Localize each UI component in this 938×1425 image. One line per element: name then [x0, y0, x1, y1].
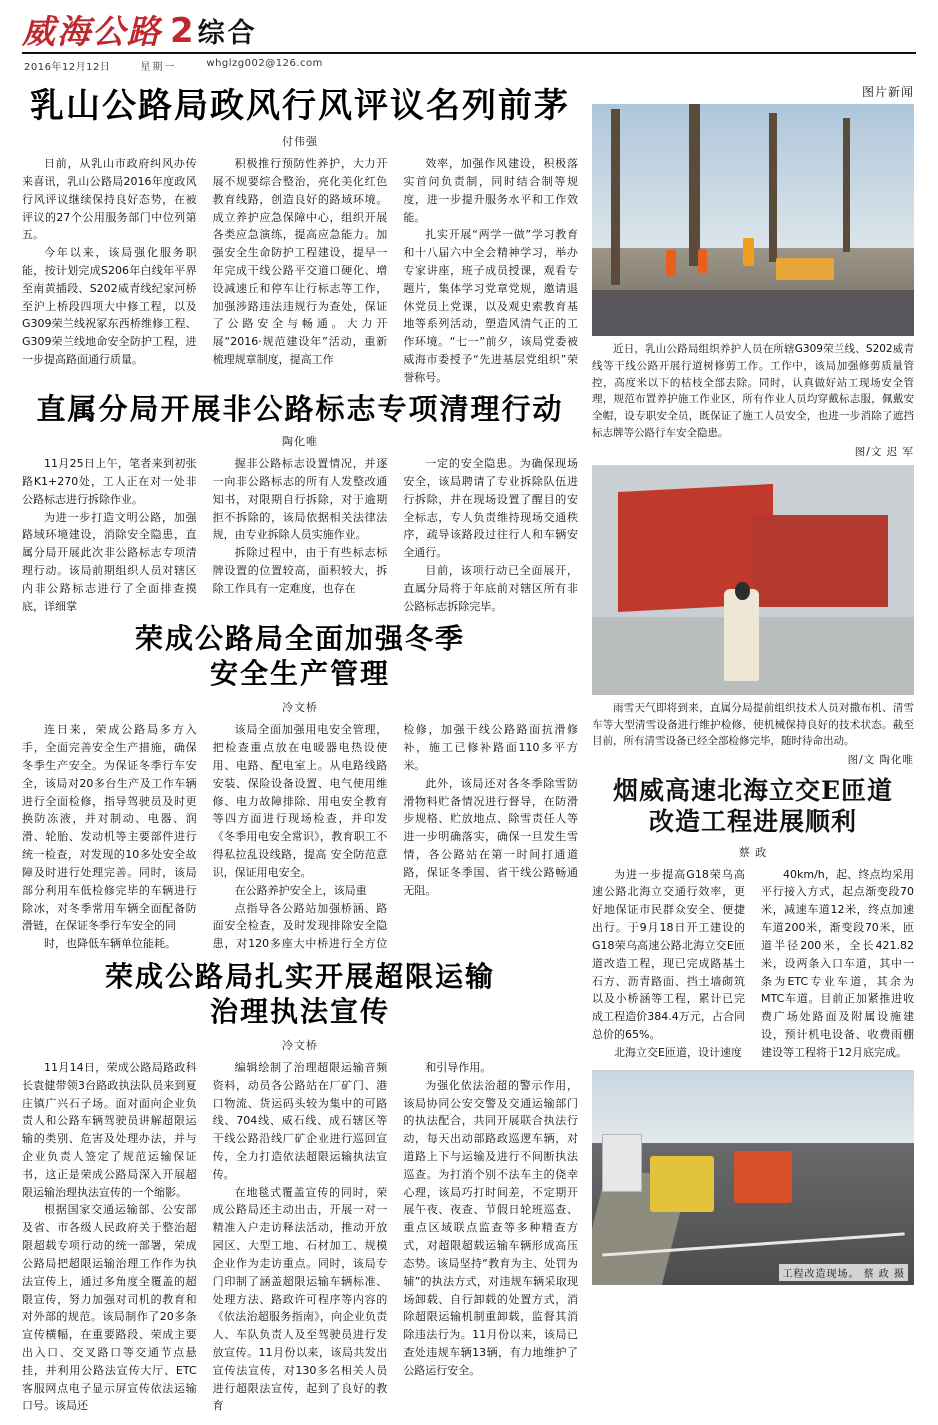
sky-region [592, 104, 914, 248]
article-body [22, 1059, 578, 1415]
paragraph: 为进一步提高G18荣乌高速公路北海立交通行效率，更好地保证市民群众安全、便捷出行。于9月18日开工建设的G18荣乌高速公路北海立交E匝道改造工程，现已完成路基土石方、沥青路面、挡土墙砌筑以及小桥涵等工程，累计已完成工程造价384.4万元，占合同总价的65%。 [592, 867, 745, 1041]
right-column [592, 81, 914, 1415]
site-cabin [602, 1134, 643, 1192]
photo-credit: 图/文 陶化唯 [847, 754, 914, 767]
photo-caption: 近日，乳山公路局组织养护人员在所辖G309荣兰线、S202威青线等干线公路开展行道树修剪工作。工作中，该局加强修剪质量管控，高度米以下的枯枝全部去除。同时，认真做好站工现场安全管理，规范布置养护施工作业区，所有作业人员均穿戴标志服，佩戴安全帽，设专职安全员，既保证了施工人员安全，也进一步消除了遮挡标志牌等公路行车安全隐患。 [592, 343, 914, 439]
paragraph: 此外，该局还对各冬季除雪防滑物料贮备情况进行督导，在防滑步规格、贮放地点、除雪责任人等进一步明确落实，确保一旦发生雪情，各公路站在第一时间打通道路，保证冬季国、省干线公路畅通无阻。 [403, 776, 578, 897]
byline: 冷文桥 [282, 1038, 318, 1052]
worker-figure [724, 589, 759, 681]
photo-construction-site [592, 1070, 914, 1285]
article-zhishu-fenju [22, 393, 578, 616]
paragraph: 连日来，荣成公路局多方入手，全面完善安全生产措施，确保冬季生产安全。为保证冬季行车安全，该局对20多台生产及工作车辆进行全面检修，指导驾驶员及时更换防冻液，并对制动、电器、润滑、轮胎、发动机等主要部件进行统一检查，对发现的10多处安全故障及时进行处理完善。同时，该局部分利用车低检修完毕的车辆进行除冰，对冬季常用车辆全面配备防滑链，在保证冬季行车安全的同 [22, 723, 197, 933]
article-headline [592, 775, 914, 838]
masthead-weekday: 星期一 [140, 62, 177, 73]
paragraph: 该局全面加强用电安全管理，把检查重点放在电暖器电热设使用、电路、配电室上。从电路线路安装、保险设备设置、电气使用维修、电力故障排除、用电安全教育等四方面进行现场检查，并印发《冬季用电安全常识》，教育职工不得私拉乱设线路，提高 安全防范意识，保证用电安全。 [212, 723, 388, 879]
road-roller-icon [650, 1156, 714, 1212]
paragraph: 北海立交E匝道，设计速度 [614, 1045, 742, 1059]
paragraph: 根据国家交通运输部、公安部及省、市各级人民政府关于整治超限超载专项行动的统一部署，荣成公路局把超限运输治理工作作为执法宣传上，通过多角度全覆盖的超限宣传，努力加强对司机的教育和对外部的规范。该局制作了20多条宣传横幅，在重要路段、荣成主要出入口、交叉路口等交通节点悬挂，并利用公路法宣传大厅、ETC客服网点电子显示屏宣传依法运输口号。该局还 [22, 1203, 197, 1413]
article-headline [22, 959, 578, 1029]
headline-line-2: 治理执法宣传 [209, 994, 390, 1028]
road-region [592, 290, 914, 336]
masthead-page-number: 2 [170, 11, 194, 51]
byline: 付伟强 [282, 135, 318, 149]
masthead [22, 11, 916, 54]
photo-tree-pruning [592, 104, 914, 336]
spreader-hopper-secondary [753, 515, 888, 607]
photo-caption: 雨雪天气即将到来，直属分局提前组织技术人员对撒布机、清雪车等大型清雪设备进行维护检修，使机械保持良好的技术状态。截至目前，所有清雪设备已经全部检修完毕，随时待命出动。 [592, 701, 914, 748]
article-body [22, 721, 578, 953]
article-body [22, 455, 578, 615]
paragraph: 效率，加强作风建设，积极落实首问负责制，同时结合制等规度，进一步提升服务水平和工作效能。 [403, 157, 578, 224]
headline-line-1: 荣成公路局扎实开展超限运输 [104, 959, 495, 993]
left-column [22, 81, 578, 1415]
paragraph: 在地毯式覆盖宣传的同时，荣成公路局还主动出击，开展一对一精准入户走访释法活动，推动开放园区、大型工地、石材加工、规模企业作为走访重点。同时，该局专门印制了涵盖超限运输车辆标准、处理方法、路政许可程序等内容的《依法治超服务指南》，向企业负责人、车队负责人及至驾驶员进行发放宣传。11月份以来，该局共发出宣传法宣传，对130多名相关人员进行超限法宣传，起到了良好的教育 [212, 1185, 388, 1413]
paragraph: 为强化依法治超的警示作用，该局协同公安交警及交通运输部门的执法配合，共同开展联合执法行动，每天出动部路政巡逻车辆，对道路上下与运输及进行不间断执法巡查。为打消个别不法车主的侥幸心理，该局巧打时间差，不定期开展午夜、夜查、节假日轮班巡查、重点区域联点监查等多种精查方式，对超限超载运输车辆形成高压态势。该局坚持“教育为主、处罚为辅”的执法方式，对违规车辆采取现场卸载、自行卸载的处置方式，消除超限运输机制重卸载，监督其消除违法行为。11月份以来，该局已查处违规车辆13辆，有力地维护了公路运行安全。 [403, 1078, 578, 1377]
masthead-email: whglzg002@126.com [206, 58, 323, 69]
paragraph: 11月14日，荣成公路局路政科长袁健带领3台路政执法队员来到夏庄镇广兴石子场。面对面向企业负责人和公路车辆驾驶员讲解超限运输的类别、危害及处理办法，并与企业负责人签定了规范运输保证书，这正是荣成公路局深入开展超限运输治理执法宣传的一个缩影。 [22, 1060, 197, 1199]
article-headline [22, 621, 578, 691]
sky-region [592, 1070, 914, 1143]
masthead-logo: 威海公路 [22, 12, 162, 51]
photo-credit: 工程改造现场。 蔡 政 摄 [779, 1264, 908, 1281]
article-headline: 直属分局开展非公路标志专项清理行动 [36, 391, 564, 426]
worker-figure [698, 249, 707, 273]
tree-icon [843, 118, 850, 253]
article-rongcheng-winter-safety [22, 621, 578, 953]
article-yanwei-interchange [592, 775, 914, 1061]
paragraph: 积极推行预防性养护，大力开展不规要综合整治，亮化美化红色教育线路，创造良好的路域环境。成立养护应急保障中心，组织开展各类应急演练，提高应急能力。加强安全生命防护工程建设，提早一年完成干线公路平交道口硬化、增设减速丘和停车让行标志等工作，加强涉路违法违规行为查处，保证了公路安全与畅通。大力开展“2016·规范建设年”活动，重新梳理规章制度，提高工作 [212, 157, 388, 367]
photo-snow-equipment [592, 465, 914, 695]
paragraph: 拆除过程中，由于有些标志标牌设置的位置较高，面积较大，拆除工作具有一定难度，也存在 [212, 546, 388, 595]
article-rongcheng-overload [22, 959, 578, 1415]
masthead-section: 综合 [197, 18, 258, 49]
headline-line-1: 烟威高速北海立交E匝道 [612, 776, 894, 806]
headline-line-2: 改造工程进展顺利 [648, 807, 857, 837]
tree-icon [689, 104, 700, 266]
headline-line-1: 荣成公路局全面加强冬季 [134, 622, 465, 656]
tree-icon [769, 113, 777, 261]
paragraph: 扎实开展“两学一做”学习教育和十八届六中全会精神学习，举办专家讲座，班子成员授课，观看专题片，集体学习党章党规，邀请退休党员上党课，以及观史索教育基地等系列活动，塑造风清气正的工作环境。“七一”前夕，该局党委被威海市委授予“先进基层党组织”荣誉称号。 [403, 228, 578, 384]
worker-head [735, 582, 749, 600]
byline: 冷文桥 [282, 701, 318, 715]
paragraph: 在公路养护安全上，该局重 [234, 883, 367, 897]
page-title: 乳山公路局政风行风评议名列前茅 [30, 86, 570, 126]
truck-icon [776, 258, 834, 280]
headline-line-2: 安全生产管理 [209, 657, 390, 691]
paragraph: 编辑绘制了治理超限运输音频资料，动员各公路站在厂矿门、港口物流、货运码头较为集中的可路线、704线、威石线、成石辖区等干线公路沿线厂矿企业进行巡回宣传，全力打造依法超限运输执法宣传。 [212, 1060, 388, 1181]
article-body [592, 866, 914, 1062]
byline: 蔡 政 [738, 845, 768, 859]
paragraph: 点指导各公路站加强桥涵、路面安全检查，及时发现排除安全隐患，对120多座大中桥进行全方位检修，加强干线公路路面抗滑修补，施工已修补路面110多平方米。 [212, 723, 578, 951]
article-rushan-pingyi [22, 87, 578, 387]
worker-figure [666, 250, 676, 276]
page-content [22, 81, 916, 1415]
tree-icon [611, 109, 620, 285]
paver-icon [734, 1151, 792, 1203]
paragraph: 今年以来，该局强化服务职能，按计划完成S206年白线年平界至南黄插段、S202威青线纪家河桥至沪上桥段四项大中修工程，以及G309荣兰线祝冢东西桥维修工程、G309荣兰线地命安全防护工程，进一步提高路面通行质量。 [22, 246, 197, 367]
photo-credit: 图/文 迟 军 [854, 445, 914, 458]
worker-figure [743, 238, 754, 266]
masthead-meta [22, 54, 916, 73]
photo-news-label: 图片新闻 [861, 85, 914, 99]
paragraph: 握非公路标志设置情况，并逐一向非公路标志的所有人发整改通知书，对限期自行拆除，对于逾期拒不拆除的，该局依据相关法律法规，由专业拆除人员实施作业。 [212, 457, 388, 542]
paragraph: 日前，从乳山市政府纠风办传来喜讯，乳山公路局2016年度政风行风评议继续保持良好态势，在被评议的27个公用服务部门中位列第五。 [22, 157, 197, 242]
masthead-date: 2016年12月12日 [24, 62, 111, 73]
byline: 陶化唯 [282, 435, 318, 449]
paragraph: 40km/h，起、终点均采用平行接入方式，起点渐变段70米，减速车道12米，终点加速车道200米，渐变段70米，匝道半径200米，全长421.82米，设两条入口车道，其中一条为ETC专业车道，其余为MTC车道。目前正加紧推进收费广场处路面及附属设施建设，预计机电设备、收费雨棚建设等工程将于12月底完成。 [761, 867, 914, 1059]
paragraph: 时，也降低车辆单位能耗。 [44, 937, 176, 951]
paragraph: 目前，该项行动已全面展开，直属分局将于年底前对辖区所有非公路标志拆除完毕。 [403, 563, 578, 613]
paragraph: 11月25日上午，笔者来到初张路K1+270处，工人正在对一处非公路标志进行拆除作业。 [22, 457, 197, 506]
paragraph: 为进一步打造文明公路，加强路域环境建设，消除安全隐患，直属分局开展此次非公路标志专项清理行动。该局前期组织人员对辖区内非公路标志进行了全面排查摸底，详细掌 [22, 510, 197, 613]
article-body [22, 155, 578, 387]
paragraph: 一定的安全隐患。为确保现场安全，该局聘请了专业拆除队伍进行拆除，并在现场设置了醒目的安全标志，专人负责维持现场交通秩序，疏导该路段过往行人和车辆安全通行。 [403, 457, 578, 560]
paragraph: 和引导作用。 [425, 1060, 492, 1074]
